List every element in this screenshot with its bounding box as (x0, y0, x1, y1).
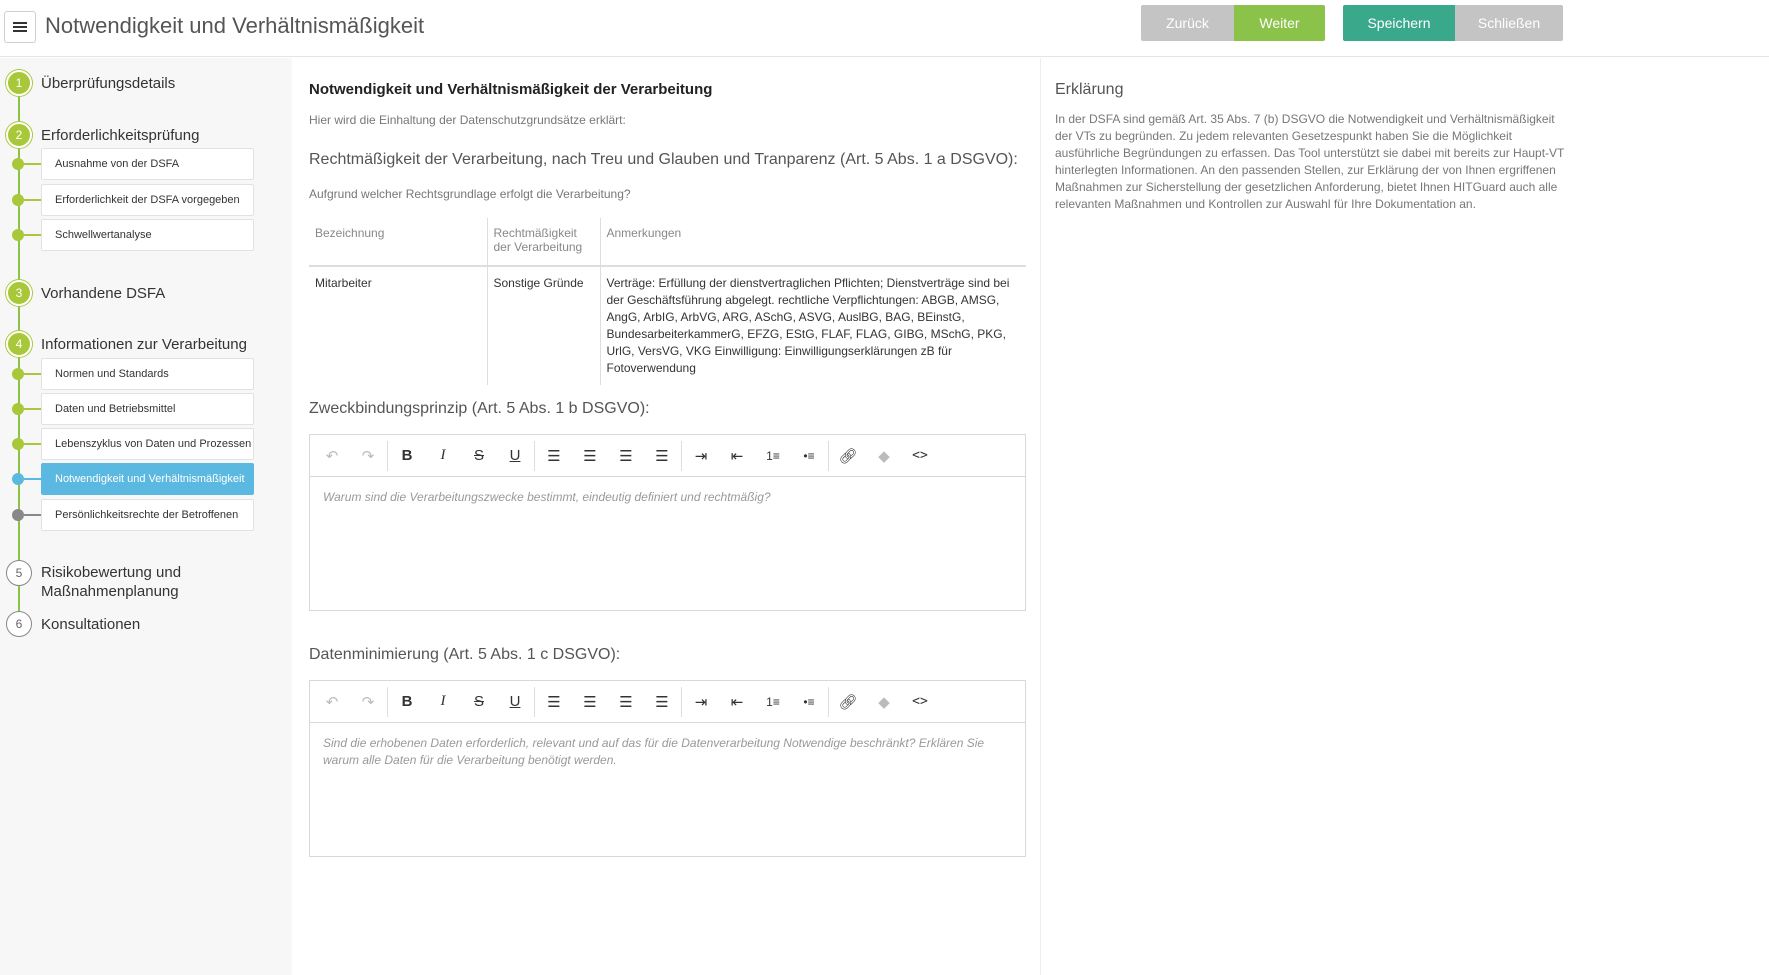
align-right-icon[interactable]: ☰ (619, 447, 633, 465)
link-icon[interactable]: 🔗︎ (838, 447, 858, 465)
outdent-icon[interactable]: ⇤ (730, 693, 744, 711)
hamburger-icon[interactable] (4, 11, 36, 43)
undo-icon[interactable]: ↶ (325, 693, 339, 711)
sidebar (0, 58, 292, 975)
code-icon[interactable]: <> (912, 694, 928, 709)
question-text: Aufgrund welcher Rechtsgrundlage erfolgt die Verarbeitung? (309, 187, 631, 201)
intro-text: Hier wird die Einhaltung der Datenschutzgrundsätze erklärt: (309, 113, 626, 127)
step-label: Informationen zur Verarbeitung (41, 335, 247, 353)
underline-icon[interactable]: U (509, 447, 521, 464)
step-label: Vorhandene DSFA (41, 284, 166, 302)
datenminimierung-editor (309, 680, 1026, 857)
redo-icon[interactable]: ↷ (361, 693, 375, 711)
align-center-icon[interactable]: ☰ (583, 693, 597, 711)
sidebar-item-ausnahme[interactable] (12, 148, 254, 180)
header (0, 0, 1769, 57)
align-center-icon[interactable]: ☰ (583, 447, 597, 465)
sidebar-item-schwellwertanalyse[interactable] (12, 219, 254, 251)
sidebar-item-lebenszyklus[interactable] (12, 428, 254, 460)
connector (24, 408, 41, 410)
section-title-rechtmaessigkeit: Rechtmäßigkeit der Verarbeitung, nach Treu und Glauben und Tranparenz (Art. 5 Abs. 1 a DSGVO): (309, 151, 1018, 168)
explanation-text: In der DSFA sind gemäß Art. 35 Abs. 7 (b) DSGVO die Notwendigkeit und Verhältnismäßigkeit der VTs zu begründen. Zu jedem relevanten Gesetzespunkt haben Sie die Möglichkeit ausführliche Begründungen zu erfassen. Das Tool unterstützt sie dabei mit bereits zur Haupt-VT hinterlegten Informationen. An den passenden Stellen, zur Erklärung der von Ihnen ergriffenen Maßnahmen zur Sicherstellung der gesetzlichen Anforderung, bietet Ihnen HITGuard auch alle relevanten Maßnahmen und Kontrollen zur Auswahl für Ihre Dokumentation an. (1055, 112, 1565, 211)
timeline-dot (12, 473, 24, 485)
sidebar-item-erforderlichkeit[interactable] (12, 184, 254, 216)
toolbar-separator (828, 687, 829, 717)
step-label: Erforderlichkeitsprüfung (41, 126, 200, 144)
editor-toolbar (310, 435, 1025, 477)
legal-basis-table (309, 218, 1026, 385)
save-button[interactable]: Speichern (1343, 5, 1455, 41)
connector (24, 234, 41, 236)
column-header[interactable]: Anmerkungen (600, 218, 1026, 266)
ordered-list-icon[interactable]: 1≡ (766, 694, 780, 709)
editor-toolbar (310, 681, 1025, 723)
italic-icon[interactable]: I (440, 447, 446, 463)
link-icon[interactable]: 🔗︎ (838, 693, 858, 711)
step-1[interactable] (6, 70, 175, 96)
sidebar-item-label: Daten und Betriebsmittel (41, 393, 254, 425)
sidebar-item-notwendigkeit[interactable] (12, 463, 254, 495)
sidebar-item-label: Normen und Standards (41, 358, 254, 390)
undo-icon[interactable]: ↶ (325, 447, 339, 465)
underline-icon[interactable]: U (509, 693, 521, 710)
section-title-datenminimierung: Datenminimierung (Art. 5 Abs. 1 c DSGVO): (309, 646, 621, 663)
code-icon[interactable]: <> (912, 448, 928, 463)
sidebar-item-persoenlichkeitsrechte[interactable] (12, 499, 254, 531)
align-justify-icon[interactable]: ☰ (655, 693, 669, 711)
align-right-icon[interactable]: ☰ (619, 693, 633, 711)
toolbar-separator (387, 441, 388, 471)
indent-icon[interactable]: ⇥ (694, 447, 708, 465)
column-header[interactable]: Bezeichnung (309, 218, 487, 266)
step-label: Risikobewertung und Maßnahmenplanung (41, 564, 182, 600)
italic-icon[interactable]: I (440, 693, 446, 709)
back-button[interactable]: Zurück (1141, 5, 1234, 41)
toolbar-separator (828, 441, 829, 471)
table-row[interactable] (309, 266, 1026, 385)
connector (24, 163, 41, 165)
toolbar-separator (681, 687, 682, 717)
align-left-icon[interactable]: ☰ (547, 447, 561, 465)
step-label: Konsultationen (41, 615, 141, 633)
zweckbindung-input[interactable]: Warum sind die Verarbeitungszwecke bestimmt, eindeutig definiert und rechtmäßig? (323, 490, 771, 504)
strikethrough-icon[interactable]: S (473, 693, 484, 710)
step-5[interactable] (6, 560, 201, 601)
toolbar-separator (681, 441, 682, 471)
timeline-dot (12, 158, 24, 170)
bold-icon[interactable]: B (401, 447, 413, 464)
step-number: 2 (6, 122, 32, 148)
next-button[interactable]: Weiter (1234, 5, 1325, 41)
bold-icon[interactable]: B (401, 693, 413, 710)
table-header-row (309, 218, 1026, 266)
timeline-dot (12, 229, 24, 241)
column-header[interactable]: Rechtmäßigkeit der Verarbeitung (487, 218, 600, 266)
sidebar-item-normen[interactable] (12, 358, 254, 390)
step-number: 6 (6, 611, 32, 637)
zweckbindung-editor (309, 434, 1026, 611)
section-heading: Notwendigkeit und Verhältnismäßigkeit der Verarbeitung (309, 81, 713, 98)
step-number: 3 (6, 280, 32, 306)
sidebar-item-label: Persönlichkeitsrechte der Betroffenen (41, 499, 254, 531)
sidebar-item-daten[interactable] (12, 393, 254, 425)
close-button[interactable]: Schließen (1455, 5, 1563, 41)
align-left-icon[interactable]: ☰ (547, 693, 561, 711)
indent-icon[interactable]: ⇥ (694, 693, 708, 711)
align-justify-icon[interactable]: ☰ (655, 447, 669, 465)
timeline-dot (12, 403, 24, 415)
timeline-dot (12, 438, 24, 450)
step-number: 4 (6, 331, 32, 357)
explanation-title: Erklärung (1055, 81, 1124, 98)
sidebar-item-label: Lebenszyklus von Daten und Prozessen (41, 428, 254, 460)
strikethrough-icon[interactable]: S (473, 447, 484, 464)
connector (24, 514, 41, 516)
connector (24, 443, 41, 445)
sidebar-item-label: Schwellwertanalyse (41, 219, 254, 251)
redo-icon[interactable]: ↷ (361, 447, 375, 465)
connector (24, 199, 41, 201)
explanation-panel (1040, 58, 1769, 975)
timeline-dot (12, 368, 24, 380)
eraser-icon[interactable]: ◆ (878, 693, 890, 711)
toolbar-separator (534, 687, 535, 717)
cell-rechtmaessigkeit: Sonstige Gründe (487, 266, 600, 385)
unordered-list-icon[interactable]: •≡ (803, 448, 815, 463)
unordered-list-icon[interactable]: •≡ (803, 694, 815, 709)
eraser-icon[interactable]: ◆ (878, 447, 890, 465)
sidebar-item-label: Erforderlichkeit der DSFA vorgegeben (41, 184, 254, 216)
toolbar-separator (534, 441, 535, 471)
cell-bezeichnung: Mitarbeiter (315, 276, 372, 290)
cell-anmerkungen: Verträge: Erfüllung der dienstvertraglichen Pflichten; Dienstverträge sind bei der Geschäftsführung abgelegt. rechtliche Verpflichtungen: ABGB, AMSG, AngG, ArbIG, ArbVG, ARG, ASchG, ASVG, AuslBG, BAG, BEinstG, BundesarbeiterkammerG, EFZG, EStG, FLAF, FLAG, GIBG, MSchG, PKG, UrlG, VersVG, VKG Einwilligung: Einwilligungserklärungen zB für Fotoverwendung (600, 266, 1026, 385)
timeline-dot (12, 509, 24, 521)
outdent-icon[interactable]: ⇤ (730, 447, 744, 465)
connector (24, 478, 41, 480)
sidebar-item-label: Ausnahme von der DSFA (41, 148, 254, 180)
ordered-list-icon[interactable]: 1≡ (766, 448, 780, 463)
page-title: Notwendigkeit und Verhältnismäßigkeit (45, 13, 425, 38)
step-3[interactable] (6, 280, 165, 306)
timeline-dot (12, 194, 24, 206)
sidebar-item-label: Notwendigkeit und Verhältnismäßigkeit (41, 463, 254, 495)
datenminimierung-input[interactable]: Sind die erhobenen Daten erforderlich, relevant und auf das für die Datenverarbeitung Notwendige beschränkt? Erklären Sie warum alle Daten für die Verarbeitung benötigt werden. (323, 736, 985, 767)
step-2[interactable] (6, 122, 199, 148)
section-title-zweckbindung: Zweckbindungsprinzip (Art. 5 Abs. 1 b DSGVO): (309, 400, 650, 417)
step-number: 5 (6, 560, 32, 586)
connector (24, 373, 41, 375)
step-number: 1 (6, 70, 32, 96)
toolbar-separator (387, 687, 388, 717)
step-4[interactable] (6, 331, 247, 357)
step-label: Überprüfungsdetails (41, 74, 176, 92)
step-6[interactable] (6, 611, 140, 637)
